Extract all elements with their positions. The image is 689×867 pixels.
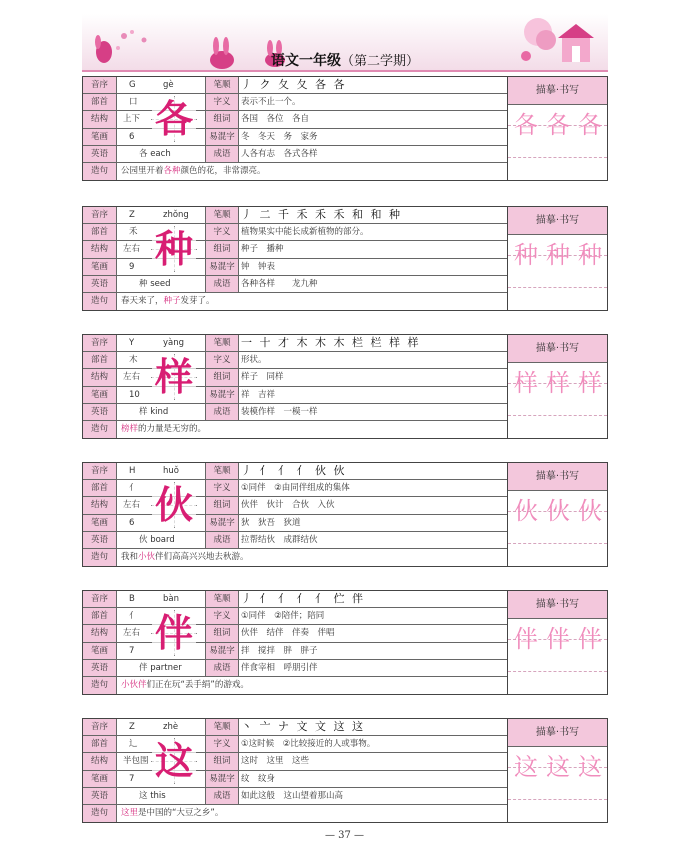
label-sentence: 造句: [83, 293, 117, 310]
label-stroke-order: 笔顺: [205, 77, 239, 93]
tracing-character[interactable]: 伴: [546, 625, 570, 653]
label-stroke-count: 笔画: [83, 515, 117, 531]
row-structure: [83, 369, 507, 386]
label-radical: 部首: [83, 352, 117, 368]
practice-title: 描摹·书写: [508, 719, 607, 747]
label-structure: 结构: [83, 625, 117, 641]
meaning: 形状。: [241, 355, 267, 366]
label-idioms: 成语: [205, 788, 239, 804]
sentence-highlight: 榜样: [121, 424, 139, 434]
initial-letter: G: [129, 80, 136, 90]
stroke-count: 6: [129, 517, 135, 528]
label-radical: 部首: [83, 224, 117, 240]
label-stroke-order: 笔顺: [205, 719, 239, 735]
tracing-character[interactable]: 伙: [514, 497, 538, 525]
row-structure: [83, 625, 507, 642]
row-radical: [83, 352, 507, 369]
tracing-character[interactable]: 样: [546, 369, 570, 397]
idioms: 拉帮结伙 成群结伙: [241, 534, 318, 545]
label-meaning: 字义: [205, 736, 239, 752]
english: 伴 partner: [139, 662, 182, 673]
label-words: 组词: [205, 111, 239, 127]
row-structure: [83, 753, 507, 770]
row-sentence: [83, 677, 507, 694]
label-pinyin-order: 音序: [83, 335, 117, 351]
stroke-count: 7: [129, 645, 135, 656]
tracing-character[interactable]: 伙: [578, 497, 602, 525]
row-pinyin: [83, 463, 507, 480]
practice-title: 描摹·书写: [508, 335, 607, 363]
stroke-count: 6: [129, 131, 135, 142]
label-meaning: 字义: [205, 480, 239, 496]
label-stroke-count: 笔画: [83, 129, 117, 145]
character-card: [82, 334, 608, 439]
label-words: 组词: [205, 241, 239, 257]
radical: 禾: [129, 227, 138, 238]
label-meaning: 字义: [205, 608, 239, 624]
label-english: 英语: [83, 146, 117, 162]
row-pinyin: [83, 719, 507, 736]
practice-title: 描摹·书写: [508, 207, 607, 235]
radical: 口: [129, 97, 138, 108]
row-radical: [83, 608, 507, 625]
structure: 左右: [123, 244, 141, 255]
example-sentence: [121, 421, 206, 437]
sentence-highlight: 这里: [121, 808, 139, 818]
sentence-after: 颜色的花，非常漂亮。: [180, 166, 266, 176]
sentence-after: 们正在玩“丢手绢”的游戏。: [146, 680, 249, 690]
row-pinyin: [83, 207, 507, 224]
initial-letter: H: [129, 466, 136, 476]
label-stroke-count: 笔画: [83, 259, 117, 275]
tracing-practice-box: [507, 335, 607, 438]
label-structure: 结构: [83, 369, 117, 385]
row-strokes: [83, 387, 507, 404]
example-sentence: [121, 805, 223, 821]
label-sentence: 造句: [83, 805, 117, 822]
tracing-character[interactable]: 这: [514, 753, 538, 781]
label-idioms: 成语: [205, 660, 239, 676]
row-strokes: [83, 643, 507, 660]
tracing-character[interactable]: 伴: [514, 625, 538, 653]
stroke-order: 丿 亻 亻 亻 亻 伫 伴: [241, 592, 365, 605]
label-radical: 部首: [83, 94, 117, 110]
row-sentence: [83, 805, 507, 822]
example-sentence: [121, 677, 249, 693]
confusable: 拌 搅拌 胖 胖子: [241, 645, 318, 656]
label-pinyin-order: 音序: [83, 719, 117, 735]
row-structure: [83, 241, 507, 258]
card-info-table: [83, 463, 507, 566]
practice-title: 描摹·书写: [508, 591, 607, 619]
stroke-order: 丶 亠 ナ 文 文 这 这: [241, 720, 365, 733]
label-english: 英语: [83, 404, 117, 420]
tracing-character[interactable]: 种: [514, 241, 538, 269]
row-english: [83, 146, 507, 163]
confusable: 冬 冬天 务 家务: [241, 131, 318, 142]
row-pinyin: [83, 335, 507, 352]
tracing-practice-box: [507, 463, 607, 566]
label-radical: 部首: [83, 480, 117, 496]
sentence-after: 发芽了。: [180, 296, 215, 306]
character-card: [82, 462, 608, 567]
label-confusable: 易混字: [205, 643, 239, 659]
card-info-table: [83, 591, 507, 694]
label-english: 英语: [83, 532, 117, 548]
confusable: 祥 吉祥: [241, 389, 276, 400]
practice-guide-line: [508, 543, 607, 544]
example-sentence: [121, 293, 215, 309]
main-character: 种: [152, 227, 196, 271]
tracing-character[interactable]: 各: [514, 111, 538, 139]
structure: 左右: [123, 628, 141, 639]
confusable: 钟 钟表: [241, 261, 276, 272]
stroke-count: 10: [129, 389, 140, 400]
character-card: [82, 718, 608, 823]
page-subtitle: （第二学期）: [340, 54, 419, 69]
label-stroke-count: 笔画: [83, 643, 117, 659]
label-meaning: 字义: [205, 94, 239, 110]
tracing-practice-box: [507, 207, 607, 310]
row-strokes: [83, 771, 507, 788]
label-stroke-order: 笔顺: [205, 463, 239, 479]
sentence-before: 我和: [121, 552, 139, 562]
row-english: [83, 276, 507, 293]
sentence-before: 公园里开着: [121, 166, 164, 176]
row-strokes: [83, 259, 507, 276]
sentence-before: 春天来了，: [121, 296, 164, 306]
tracing-character[interactable]: 这: [578, 753, 602, 781]
label-english: 英语: [83, 660, 117, 676]
label-meaning: 字义: [205, 352, 239, 368]
page-title: [82, 50, 608, 70]
label-stroke-order: 笔顺: [205, 207, 239, 223]
label-stroke-order: 笔顺: [205, 335, 239, 351]
label-radical: 部首: [83, 608, 117, 624]
row-radical: [83, 224, 507, 241]
initial-letter: Z: [129, 210, 135, 220]
tracing-practice-box: [507, 77, 607, 180]
page-title-text: 语文一年级: [270, 53, 341, 69]
meaning: ①同伴 ②由同伴组成的集体: [241, 483, 350, 494]
label-pinyin-order: 音序: [83, 77, 117, 93]
row-sentence: [83, 163, 507, 180]
label-pinyin-order: 音序: [83, 591, 117, 607]
pinyin: huǒ: [163, 466, 179, 476]
english: 种 seed: [139, 278, 171, 289]
english: 样 kind: [139, 406, 169, 417]
label-stroke-count: 笔画: [83, 771, 117, 787]
label-confusable: 易混字: [205, 515, 239, 531]
label-pinyin-order: 音序: [83, 463, 117, 479]
label-structure: 结构: [83, 753, 117, 769]
sentence-highlight: 小伙伴: [121, 680, 147, 690]
practice-guide-line: [508, 671, 607, 672]
radical: 辶: [129, 739, 138, 750]
label-idioms: 成语: [205, 532, 239, 548]
label-confusable: 易混字: [205, 387, 239, 403]
page-number: — 37 —: [324, 830, 365, 841]
row-pinyin: [83, 77, 507, 94]
practice-title: 描摹·书写: [508, 77, 607, 105]
label-words: 组词: [205, 625, 239, 641]
row-radical: [83, 736, 507, 753]
stroke-order: 一 十 才 木 木 木 栏 栏 样 样: [241, 336, 421, 349]
pinyin: bàn: [163, 594, 179, 604]
tracing-character[interactable]: 各: [578, 111, 602, 139]
row-sentence: [83, 293, 507, 310]
row-english: [83, 404, 507, 421]
label-structure: 结构: [83, 111, 117, 127]
label-structure: 结构: [83, 497, 117, 513]
label-pinyin-order: 音序: [83, 207, 117, 223]
english: 这 this: [139, 790, 166, 801]
stroke-order: 丿 二 千 禾 禾 禾 和 和 种: [241, 208, 402, 221]
row-english: [83, 660, 507, 677]
row-sentence: [83, 549, 507, 566]
row-english: [83, 788, 507, 805]
practice-guide-line: [508, 799, 607, 800]
label-stroke-order: 笔顺: [205, 591, 239, 607]
main-character: 各: [152, 97, 196, 141]
structure: 半包围: [123, 756, 149, 767]
row-radical: [83, 480, 507, 497]
label-confusable: 易混字: [205, 259, 239, 275]
sentence-after: 伴们高高兴兴地去秋游。: [155, 552, 249, 562]
label-words: 组词: [205, 753, 239, 769]
tracing-character[interactable]: 伴: [578, 625, 602, 653]
row-structure: [83, 111, 507, 128]
tracing-character[interactable]: 这: [546, 753, 570, 781]
tracing-character[interactable]: 样: [514, 369, 538, 397]
pinyin: yàng: [163, 338, 185, 348]
main-character: 伴: [152, 611, 196, 655]
words: 种子 播种: [241, 244, 284, 255]
practice-guide-line: [508, 157, 607, 158]
tracing-character[interactable]: 种: [578, 241, 602, 269]
confusable: 纹 纹身: [241, 773, 276, 784]
sentence-after: 的力量是无穷的。: [138, 424, 207, 434]
label-structure: 结构: [83, 241, 117, 257]
meaning: ①这时候 ②比较接近的人或事物。: [241, 739, 376, 750]
tracing-character[interactable]: 各: [546, 111, 570, 139]
label-meaning: 字义: [205, 224, 239, 240]
tracing-character[interactable]: 样: [578, 369, 602, 397]
initial-letter: B: [129, 594, 135, 604]
label-radical: 部首: [83, 736, 117, 752]
words: 这时 这里 这些: [241, 756, 310, 767]
row-radical: [83, 94, 507, 111]
idioms: 各种各样 龙九种: [241, 278, 318, 289]
idioms: 装模作样 一模一样: [241, 406, 318, 417]
label-idioms: 成语: [205, 404, 239, 420]
main-character: 样: [152, 355, 196, 399]
confusable: 狄 狄吾 狄道: [241, 517, 301, 528]
label-sentence: 造句: [83, 549, 117, 566]
label-words: 组词: [205, 369, 239, 385]
stroke-order: 丿 亻 亻 亻 伙 伙: [241, 464, 347, 477]
meaning: 植物果实中能长成新植物的部分。: [241, 227, 369, 238]
example-sentence: [121, 549, 249, 565]
sentence-highlight: 种子: [163, 296, 181, 306]
row-sentence: [83, 421, 507, 438]
structure: 左右: [123, 500, 141, 511]
pinyin: zhǒng: [163, 210, 189, 220]
character-card: [82, 590, 608, 695]
label-idioms: 成语: [205, 276, 239, 292]
practice-title: 描摹·书写: [508, 463, 607, 491]
radical: 亻: [129, 611, 138, 622]
pinyin: gè: [163, 80, 174, 90]
tracing-character[interactable]: 伙: [546, 497, 570, 525]
card-info-table: [83, 207, 507, 310]
label-english: 英语: [83, 276, 117, 292]
label-confusable: 易混字: [205, 771, 239, 787]
character-card: [82, 206, 608, 311]
initial-letter: Y: [129, 338, 135, 348]
card-info-table: [83, 335, 507, 438]
row-strokes: [83, 515, 507, 532]
main-character: 这: [152, 739, 196, 783]
idioms: 如此这般 这山望着那山高: [241, 790, 344, 801]
card-info-table: [83, 77, 507, 180]
label-sentence: 造句: [83, 677, 117, 694]
label-words: 组词: [205, 497, 239, 513]
tracing-practice-box: [507, 719, 607, 822]
sentence-highlight: 小伙: [138, 552, 156, 562]
pinyin: zhè: [163, 722, 179, 732]
label-stroke-count: 笔画: [83, 387, 117, 403]
card-info-table: [83, 719, 507, 822]
label-sentence: 造句: [83, 163, 117, 180]
label-idioms: 成语: [205, 146, 239, 162]
row-strokes: [83, 129, 507, 146]
initial-letter: Z: [129, 722, 135, 732]
example-sentence: [121, 163, 266, 179]
words: 各国 各位 各自: [241, 114, 310, 125]
words: 伙伴 伙计 合伙 入伙: [241, 500, 335, 511]
english: 伙 board: [139, 534, 175, 545]
practice-guide-line: [508, 415, 607, 416]
idioms: 伴食宰相 呼朋引伴: [241, 662, 318, 673]
sentence-after: 是中国的“大豆之乡”。: [138, 808, 224, 818]
label-confusable: 易混字: [205, 129, 239, 145]
tracing-character[interactable]: 种: [546, 241, 570, 269]
sentence-highlight: 各种: [163, 166, 181, 176]
radical: 木: [129, 355, 138, 366]
label-sentence: 造句: [83, 421, 117, 438]
words: 伙伴 结伴 伴奏 伴唱: [241, 628, 335, 639]
meaning: ①同伴 ②陪伴；陪同: [241, 611, 325, 622]
stroke-count: 7: [129, 773, 135, 784]
row-structure: [83, 497, 507, 514]
character-card: [82, 76, 608, 181]
main-character: 伙: [152, 483, 196, 527]
english: 各 each: [139, 148, 171, 159]
radical: 亻: [129, 483, 138, 494]
practice-guide-line: [508, 287, 607, 288]
words: 样子 同样: [241, 372, 284, 383]
stroke-order: 丿 ク 夂 夂 各 各: [241, 78, 347, 91]
row-pinyin: [83, 591, 507, 608]
label-english: 英语: [83, 788, 117, 804]
meaning: 表示不止一个。: [241, 97, 301, 108]
structure: 左右: [123, 372, 141, 383]
page-header: [82, 14, 608, 72]
stroke-count: 9: [129, 261, 135, 272]
tracing-practice-box: [507, 591, 607, 694]
row-english: [83, 532, 507, 549]
structure: 上下: [123, 114, 141, 125]
idioms: 人各有志 各式各样: [241, 148, 318, 159]
